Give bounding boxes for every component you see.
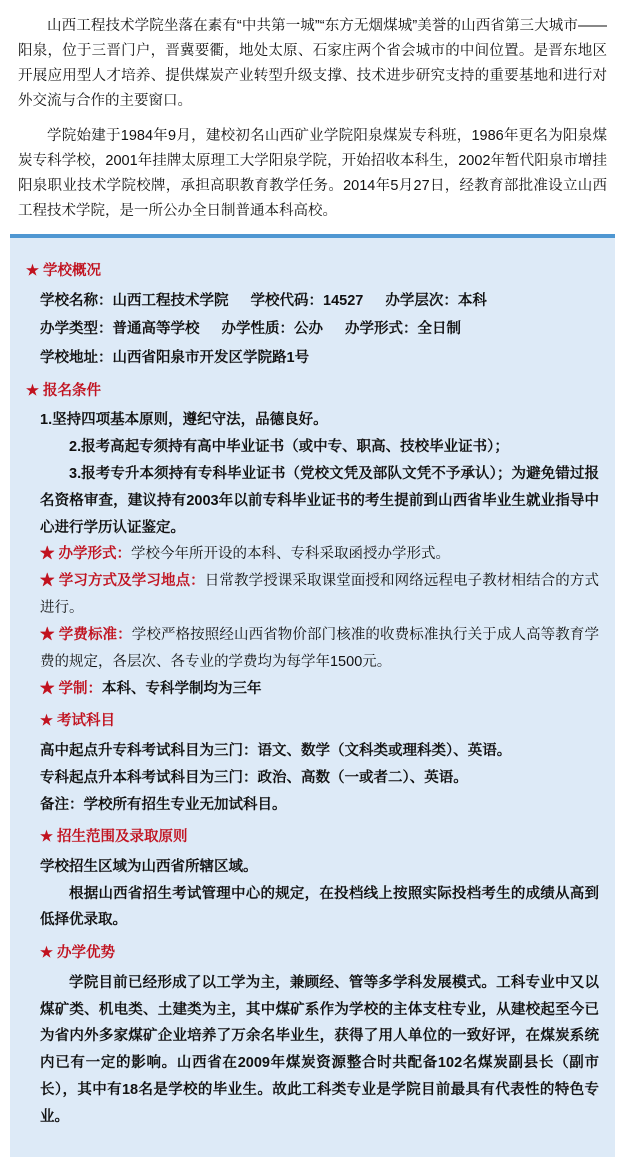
info-panel — [10, 234, 615, 1157]
exam-item-1: 高中起点升专科考试科目为三门：语文、数学（文科类或理科类）、英语。 — [40, 742, 512, 759]
overview-label-school-code: 学校代码： — [250, 293, 323, 310]
apply-item-1: 1.坚持四项基本原则，遵纪守法，品德良好。 — [40, 412, 328, 429]
star-icon: ★ — [40, 829, 53, 846]
section-heading-system-label: ★ 学制： — [40, 680, 103, 697]
section-study — [26, 568, 599, 622]
overview-label-level: 办学层次： — [385, 293, 458, 310]
section-study-text: 日常教学授课采取课堂面授和网络远程电子教材相结合的方式进行。 — [40, 573, 599, 617]
admission-item-1: 学校招生区域为山西省所辖区域。 — [40, 858, 258, 875]
section-fee — [26, 622, 599, 676]
section-heading-exam-label: 考试科目 — [57, 713, 115, 730]
section-form — [26, 541, 599, 568]
star-icon: ★ — [26, 382, 39, 399]
advantage-item-1: 学院目前已经形成了以工学为主，兼顾经、管等多学科发展模式。工科专业中又以煤矿类、机电类、土建类为主，其中煤矿系作为学校的主体支柱专业，从建校起至今已为省内外多家煤矿企业培养了万余名毕业生，获得了用人单位的一致好评，在煤炭系统内已有一定的影响。山西省在2009年煤炭资源整合时共配备102名煤炭副县长（副市长），其中有18名是学校的毕业生。故此工科类专业是学院目前最具有代表性的特色专业。 — [40, 974, 599, 1125]
overview-field-nature — [222, 315, 324, 343]
overview-value-nature: 公办 — [294, 321, 323, 338]
star-icon: ★ — [40, 945, 53, 962]
intro-paragraph-1: 山西工程技术学院坐落在素有“中共第一城”“东方无烟煤城”美誉的山西省第三大城市——阳泉，位于三晋门户，晋冀要衢，地处太原、石家庄两个省会城市的中间位置。是晋东地区开展应用型人才培养、提供煤炭产业转型升级支撑、技术进步研究支持的重要基地和进行对外交流与合作的主要窗口。 — [18, 18, 607, 109]
overview-label-address: 学校地址： — [40, 349, 113, 366]
overview-row-2 — [26, 315, 599, 343]
section-heading-admission-label: 招生范围及录取原则 — [57, 829, 188, 846]
section-heading-form-label: ★ 办学形式： — [40, 546, 132, 563]
overview-field-address — [40, 344, 309, 372]
admission-item-2: 根据山西省招生考试管理中心的规定，在投档线上按照实际投档考生的成绩从高到低择优录取。 — [40, 885, 599, 929]
section-heading-study-label: ★ 学习方式及学习地点： — [40, 573, 205, 590]
section-heading-exam — [26, 708, 599, 736]
panel-bottom-spacer — [26, 1131, 599, 1139]
section-heading-overview — [26, 258, 599, 286]
section-heading-apply — [26, 378, 599, 406]
section-heading-fee-label: ★ 学费标准： — [40, 626, 132, 643]
overview-field-form — [345, 315, 461, 343]
star-icon: ★ — [40, 713, 53, 730]
overview-value-school-name: 山西工程技术学院 — [112, 293, 229, 310]
overview-label-school-name: 学校名称： — [40, 293, 113, 310]
overview-value-school-code: 14527 — [323, 293, 364, 310]
star-icon: ★ — [26, 262, 39, 279]
section-system — [26, 676, 599, 703]
overview-value-level: 本科 — [457, 293, 487, 310]
section-fee-text: 学校严格按照经山西省物价部门核准的收费标准执行关于成人高等教育学费的规定，各层次、各专业的学费均为每学年1500元。 — [40, 626, 600, 670]
apply-item-3: 3.报考专升本须持有专科毕业证书（党校文凭及部队文凭不予承认）；为避免错过报名资格审查，建议持有2003年以前专科毕业证书的考生提前到山西省毕业生就业指导中心进行学历认证鉴定。 — [40, 466, 599, 536]
exam-item-3: 备注：学校所有招生专业无加试科目。 — [40, 796, 287, 813]
apply-item-2: 2.报考高起专须持有高中毕业证书（或中专、职高、技校毕业证书）； — [69, 439, 509, 456]
overview-row-1 — [26, 287, 599, 315]
section-heading-advantage-label: 办学优势 — [57, 945, 115, 962]
section-system-text: 本科、专科学制均为三年 — [102, 680, 262, 697]
section-heading-advantage — [26, 940, 599, 968]
overview-row-3 — [26, 344, 599, 372]
intro-section — [0, 0, 625, 224]
overview-value-form: 全日制 — [417, 321, 461, 338]
overview-field-school-code — [251, 287, 364, 315]
overview-label-nature: 办学性质： — [221, 321, 294, 338]
overview-value-type: 普通高等学校 — [112, 321, 200, 338]
overview-field-level — [385, 287, 487, 315]
section-heading-apply-label: 报名条件 — [43, 382, 101, 399]
overview-label-form: 办学形式： — [345, 321, 418, 338]
overview-field-type — [40, 315, 200, 343]
section-heading-admission — [26, 824, 599, 852]
intro-paragraph-2: 学院始建于1984年9月，建校初名山西矿业学院阳泉煤炭专科班，1986年更名为阳泉煤炭专科学校，2001年挂牌太原理工大学阳泉学院，开始招收本科生，2002年暂代阳泉市增挂阳泉职业技术学院校牌，承担高职教育教学任务。2014年5月27日，经教育部批准设立山西工程技术学院，是一所公办全日制普通本科高校。 — [18, 127, 607, 219]
exam-item-2: 专科起点升本科考试科目为三门：政治、高数（一或者二）、英语。 — [40, 769, 468, 786]
section-heading-overview-label: 学校概况 — [43, 262, 101, 279]
section-form-text: 学校今年所开设的本科、专科采取函授办学形式。 — [131, 546, 451, 563]
overview-field-school-name — [40, 287, 229, 315]
overview-value-address: 山西省阳泉市开发区学院路1号 — [112, 349, 310, 366]
overview-label-type: 办学类型： — [40, 321, 113, 338]
